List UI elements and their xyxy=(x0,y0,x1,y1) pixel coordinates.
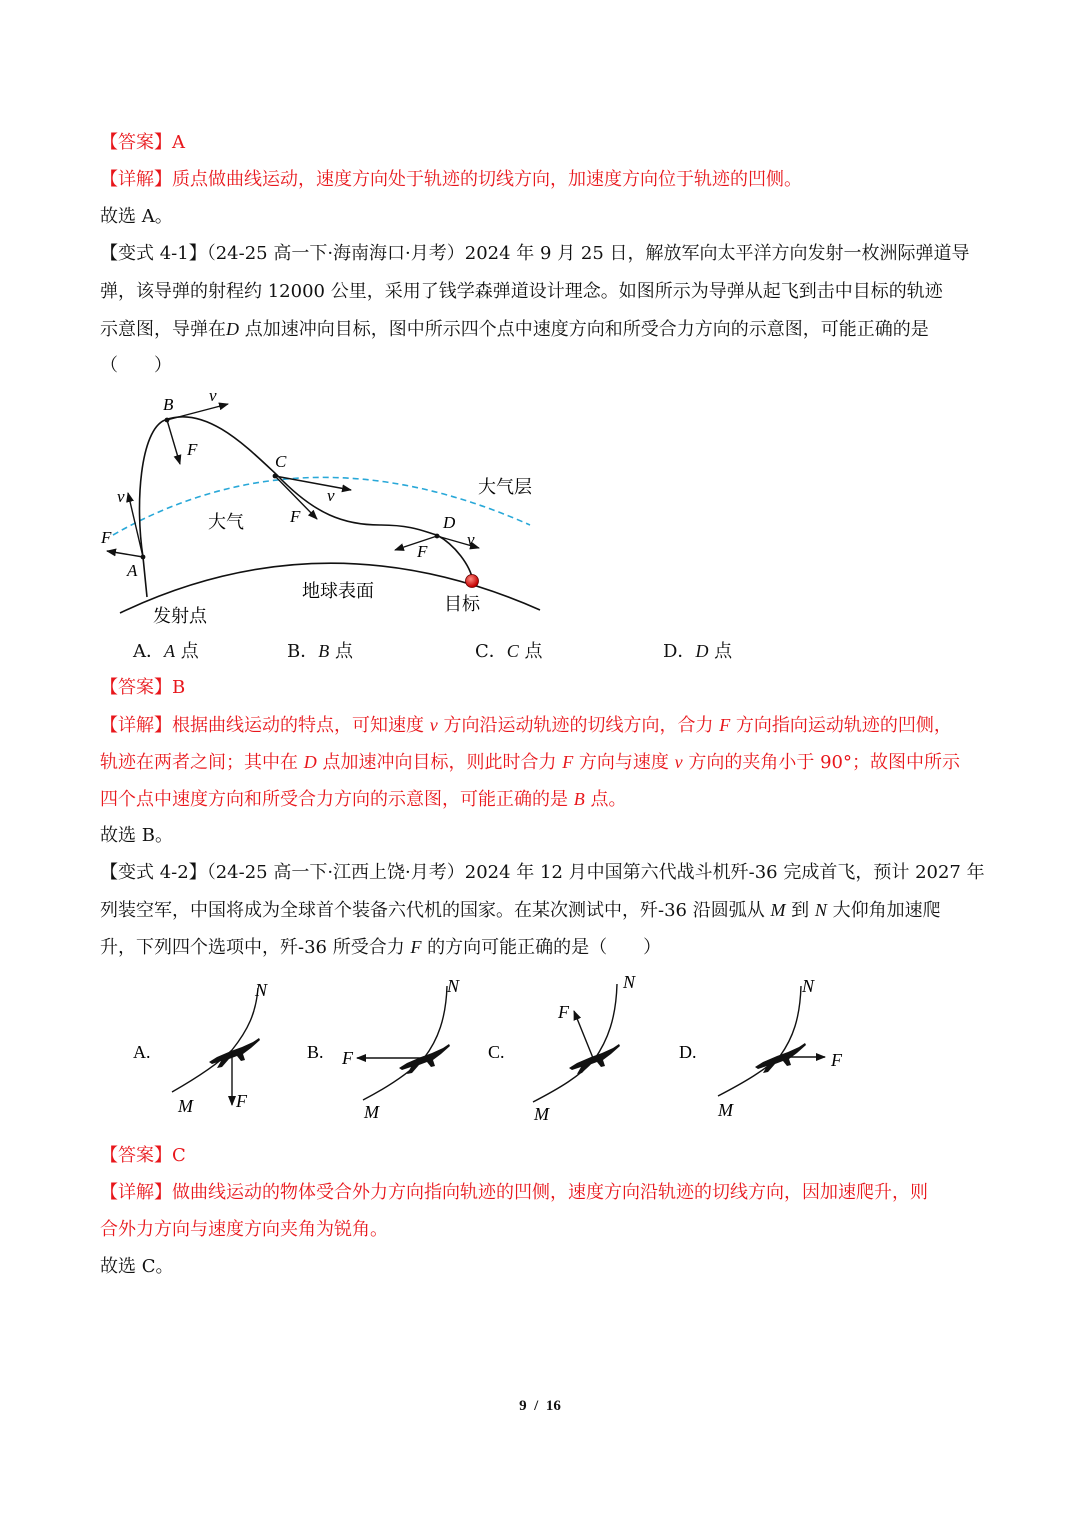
label-atmosphere: 大气 xyxy=(208,512,244,532)
label-earth-surface: 地球表面 xyxy=(302,581,374,601)
q41-text-1: （24-25 高一下·海南海口·月考）2024 年 9 月 25 日，解放军向太平洋方向发射一枚洲际弹道导 xyxy=(206,243,970,264)
q41-detail-2 xyxy=(100,750,960,775)
jet-option-c-label: C. xyxy=(488,1042,505,1062)
jet-d-f: F xyxy=(831,1050,842,1070)
page-total: 16 xyxy=(545,1398,561,1414)
jet-d-n: N xyxy=(802,976,815,996)
detail-text: 方向与速度 xyxy=(573,752,675,773)
point-c-dot xyxy=(273,474,278,479)
option-letter: B． xyxy=(287,641,319,662)
jet-option-a-label: A. xyxy=(133,1042,151,1062)
detail-var: F xyxy=(562,752,574,772)
a-force-arrow xyxy=(107,551,143,557)
q42-text-1: （24-25 高一下·江西上饶·月考）2024 年 12 月中国第六代战斗机歼-36 完成首飞，预计 2027 年 xyxy=(206,862,985,883)
point-d-dot xyxy=(435,534,440,539)
label-d-f: F xyxy=(417,542,428,561)
q42-text: 的方向可能正确的是（ ） xyxy=(421,937,662,958)
q42-var: N xyxy=(814,900,827,920)
point-b-dot xyxy=(165,418,170,423)
answer-value: C xyxy=(172,1145,186,1166)
detail-var: D xyxy=(303,752,317,772)
detail-text: 点。 xyxy=(584,789,627,810)
jet-a-f: F xyxy=(236,1091,247,1111)
q42-label: 【变式 4-2】 xyxy=(100,862,207,883)
detail-text: 根据曲线运动的特点，可知速度 xyxy=(172,715,430,736)
q42-text: 到 xyxy=(785,900,815,921)
q41-option-c[interactable] xyxy=(475,639,543,664)
detail-text: 方向指向运动轨迹的凹侧， xyxy=(730,715,952,736)
jet-b-f: F xyxy=(342,1048,353,1068)
detail-label: 【详解】 xyxy=(100,1182,172,1203)
q42-detail-1 xyxy=(100,1181,928,1205)
q42-line-2 xyxy=(100,898,941,923)
detail-text: 四个点中速度方向和所受合力方向的示意图，可能正确的是 xyxy=(100,789,574,810)
jet-option-c[interactable] xyxy=(488,972,636,1124)
label-c: C xyxy=(275,452,287,471)
option-text: 点 xyxy=(175,641,199,662)
detail-label: 【详解】 xyxy=(100,169,172,190)
q42-text: 升，下列四个选项中，歼-36 所受合力 xyxy=(100,937,411,958)
q41-answer xyxy=(100,676,185,700)
q42-text: 大仰角加速爬 xyxy=(826,900,941,921)
option-text: 点 xyxy=(329,641,353,662)
label-c-f: F xyxy=(290,507,301,526)
jet-b-m: M xyxy=(364,1102,379,1122)
jet-option-d[interactable] xyxy=(679,976,843,1120)
label-atmosphere-layer: 大气层 xyxy=(478,477,532,497)
q42-line-3 xyxy=(100,935,661,960)
detail-text: 方向的夹角小于 90°；故图中所示 xyxy=(682,752,960,773)
option-var: D xyxy=(695,641,709,661)
q42-conclusion: 故选 C。 xyxy=(100,1256,174,1277)
option-letter: C． xyxy=(475,641,507,662)
label-d: D xyxy=(443,513,456,532)
q41-text-3b: 点加速冲向目标，图中所示四个点中速度方向和所受合力方向的示意图，可能正确的是 xyxy=(239,319,929,340)
detail-text: 质点做曲线运动，速度方向处于轨迹的切线方向，加速度方向位于轨迹的凹侧。 xyxy=(172,169,802,190)
atmosphere-layer-arc xyxy=(113,477,530,535)
detail-line-1 xyxy=(100,168,802,192)
option-var: A xyxy=(164,641,175,661)
answer-value: B xyxy=(172,677,186,698)
point-a-dot xyxy=(141,555,146,560)
q41-option-b[interactable] xyxy=(287,639,353,664)
page-sep: / xyxy=(534,1398,539,1414)
label-c-v: v xyxy=(327,486,335,505)
label-a-f: F xyxy=(101,528,112,547)
q42-line-1 xyxy=(100,861,985,885)
b-force-arrow xyxy=(167,420,180,464)
answer-label: 【答案】 xyxy=(100,1145,172,1166)
detail-text: 点加速冲向目标，则此时合力 xyxy=(316,752,563,773)
page-current: 9 xyxy=(519,1398,527,1414)
detail-text: 方向沿运动轨迹的切线方向，合力 xyxy=(437,715,720,736)
label-d-v: v xyxy=(467,530,475,549)
q42-text: 列装空军，中国将成为全球首个装备六代机的国家。在某次测试中，歼-36 沿圆弧从 xyxy=(100,900,771,921)
label-target: 目标 xyxy=(444,594,480,614)
option-text: 点 xyxy=(708,641,733,662)
q42-detail-2: 合外力方向与速度方向夹角为锐角。 xyxy=(100,1219,388,1240)
q41-detail-3 xyxy=(100,787,626,812)
q41-line-1 xyxy=(100,242,970,266)
detail-var: v xyxy=(674,752,683,772)
detail-text: 做曲线运动的物体受合外力方向指向轨迹的凹侧，速度方向沿轨迹的切线方向，因加速爬升，则 xyxy=(172,1182,928,1203)
q41-var-D: D xyxy=(226,319,239,339)
q42-answer xyxy=(100,1144,186,1168)
option-text: 点 xyxy=(518,641,543,662)
label-a: A xyxy=(127,561,138,580)
missile-trajectory-figure xyxy=(95,385,555,630)
jet-c-m: M xyxy=(534,1104,549,1124)
option-var: C xyxy=(506,641,519,661)
label-b: B xyxy=(163,395,174,414)
detail-var: v xyxy=(429,715,438,735)
b-velocity-arrow xyxy=(167,404,228,420)
jet-option-b[interactable] xyxy=(307,976,460,1122)
q42-var: M xyxy=(770,900,786,920)
label-a-v: v xyxy=(117,487,125,506)
q41-option-a[interactable] xyxy=(133,639,199,664)
q41-label: 【变式 4-1】 xyxy=(100,243,207,264)
jet-d-m: M xyxy=(718,1100,733,1120)
jet-options-figure xyxy=(120,968,860,1128)
detail-text: 轨迹在两者之间；其中在 xyxy=(100,752,304,773)
q41-bracket: （ ） xyxy=(100,355,172,376)
q41-line-2: 弹，该导弹的射程约 12000 公里，采用了钱学森弹道设计理念。如图所示为导弹从起飞到击中目标的轨迹 xyxy=(100,281,943,302)
jet-option-d-label: D. xyxy=(679,1042,697,1062)
q41-detail-1 xyxy=(100,713,952,738)
option-letter: D． xyxy=(663,641,696,662)
answer-value: A xyxy=(172,132,185,153)
jet-a-m: M xyxy=(178,1096,193,1116)
jet-a-n: N xyxy=(255,980,268,1000)
label-launch-point: 发射点 xyxy=(153,606,207,626)
target-dot xyxy=(466,575,479,588)
jet-b-n: N xyxy=(447,976,460,996)
conclusion-1: 故选 A。 xyxy=(100,206,173,227)
a-velocity-arrow xyxy=(128,493,143,557)
answer-label: 【答案】 xyxy=(100,677,172,698)
q41-text-3a: 示意图，导弹在 xyxy=(100,319,226,340)
q41-line-3 xyxy=(100,317,929,342)
jet-c-f: F xyxy=(558,1002,569,1022)
answer-line-1 xyxy=(100,131,185,155)
option-var: B xyxy=(318,641,330,661)
jet-option-a[interactable] xyxy=(133,980,268,1116)
detail-var: F xyxy=(719,715,731,735)
q41-option-d[interactable] xyxy=(663,639,732,664)
answer-label: 【答案】 xyxy=(100,132,172,153)
option-letter: A． xyxy=(133,641,164,662)
q42-var: F xyxy=(410,937,422,957)
q41-conclusion: 故选 B。 xyxy=(100,825,173,846)
jet-c-n: N xyxy=(623,972,636,992)
page-number xyxy=(0,1398,1080,1415)
detail-label: 【详解】 xyxy=(100,715,172,736)
label-b-f: F xyxy=(187,440,198,459)
jet-option-b-label: B. xyxy=(307,1042,324,1062)
detail-var: B xyxy=(573,789,585,809)
label-b-v: v xyxy=(209,386,217,405)
d-force-arrow xyxy=(395,536,437,550)
